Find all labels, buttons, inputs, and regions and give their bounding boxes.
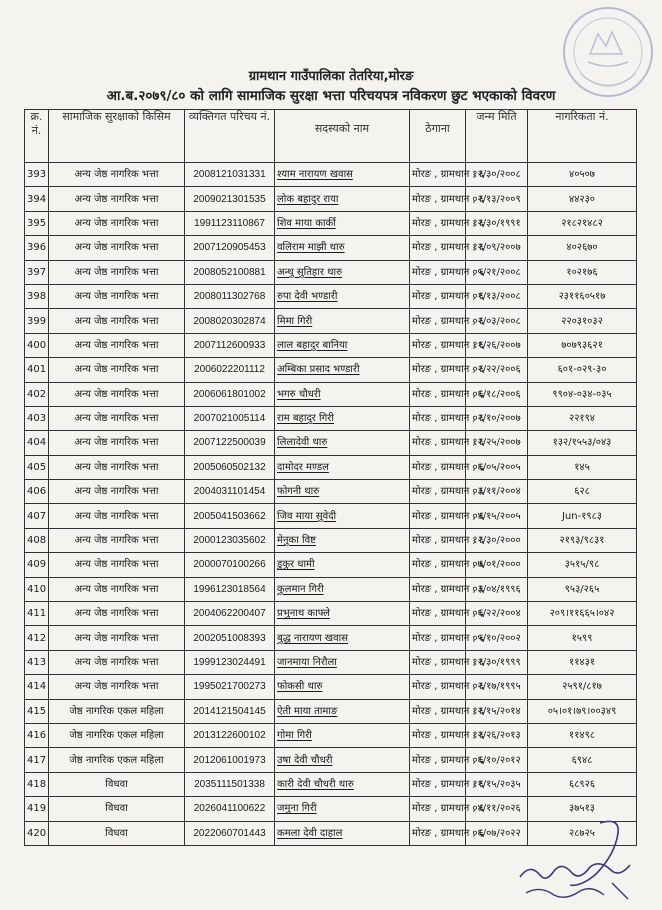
cell-address: मोरङ , ग्रामथान , ६	[410, 821, 466, 845]
cell-id: 2026041100622	[185, 797, 275, 821]
page-title: ग्रामथान गाउँपालिका तेतरिया,मोरङ	[248, 69, 414, 84]
table-row	[25, 772, 637, 796]
cell-id: 2007021005114	[185, 406, 275, 430]
column-header-id: व्यक्तिगत परिचय नं.	[185, 110, 275, 163]
cell-id: 2005060502132	[185, 455, 275, 479]
table-row	[25, 699, 637, 723]
page-subtitle: आ.ब.२०७९/८० को लागि सामाजिक सुरक्षा भत्ता परिचयपत्र नविकरण छुट भएकाको विवरण	[106, 88, 556, 104]
cell-sn: 408	[25, 528, 49, 552]
cell-id: 2022060701443	[185, 821, 275, 845]
cell-citizenship: २५९१/८१७	[528, 675, 637, 699]
cell-dob: ११/२६/२००७	[466, 333, 528, 357]
cell-id: 2000070100266	[185, 553, 275, 577]
cell-citizenship: १५९९	[528, 626, 637, 650]
cell-category: जेष्ठ नागरिक एकल महिला	[49, 748, 185, 772]
cell-name: बुद्ध नारायण खवास	[275, 626, 410, 650]
cell-sn: 400	[25, 333, 49, 357]
cell-id: 2035111501338	[185, 772, 275, 796]
cell-category: अन्य जेष्ठ नागरिक भत्ता	[49, 260, 185, 284]
cell-name: मेनुका विष्ट	[275, 528, 410, 552]
cell-dob: ०६/०७/२०२२	[466, 821, 528, 845]
cell-category: अन्य जेष्ठ नागरिक भत्ता	[49, 309, 185, 333]
cell-sn: 402	[25, 382, 49, 406]
cell-address: मोरङ , ग्रामथान , ६	[410, 284, 466, 308]
cell-dob: ०२/०३/२००८	[466, 309, 528, 333]
cell-sn: 406	[25, 480, 49, 504]
cell-sn: 397	[25, 260, 49, 284]
cell-dob: ०२/१३/२००९	[466, 187, 528, 211]
cell-name: श्याम नारायण खवास	[275, 163, 410, 187]
cell-address: मोरङ , ग्रामथान , ६	[410, 602, 466, 626]
cell-citizenship: २१८२१४८२	[528, 211, 637, 235]
cell-category: अन्य जेष्ठ नागरिक भत्ता	[49, 675, 185, 699]
cell-name: ऐती माया तामाङ	[275, 699, 410, 723]
table-row	[25, 236, 637, 260]
cell-address: मोरङ , ग्रामथान , ६	[410, 577, 466, 601]
cell-category: अन्य जेष्ठ नागरिक भत्ता	[49, 211, 185, 235]
cell-sn: 416	[25, 723, 49, 747]
cell-address: मोरङ , ग्रामथान , ६	[410, 260, 466, 284]
cell-name: गोमा गिरी	[275, 723, 410, 747]
cell-citizenship: ०५।०१।७९।००३४९	[528, 699, 637, 723]
cell-sn: 396	[25, 236, 49, 260]
cell-dob: ०६/०५/२००५	[466, 455, 528, 479]
table-row	[25, 260, 637, 284]
cell-category: अन्य जेष्ठ नागरिक भत्ता	[49, 163, 185, 187]
cell-name: लिलादेवी थारु	[275, 431, 410, 455]
cell-category: अन्य जेष्ठ नागरिक भत्ता	[49, 333, 185, 357]
cell-address: मोरङ , ग्रामथान , ६	[410, 211, 466, 235]
cell-id: 1996123018564	[185, 577, 275, 601]
cell-name: फोगनी थारु	[275, 480, 410, 504]
cell-category: अन्य जेष्ठ नागरिक भत्ता	[49, 528, 185, 552]
cell-sn: 393	[25, 163, 49, 187]
cell-citizenship: ९९०४-०३४-०३५	[528, 382, 637, 406]
cell-address: मोरङ , ग्रामथान , ६	[410, 650, 466, 674]
table-row	[25, 431, 637, 455]
cell-address: मोरङ , ग्रामथान , ६	[410, 528, 466, 552]
table-row	[25, 504, 637, 528]
cell-sn: 419	[25, 797, 49, 821]
table-row	[25, 455, 637, 479]
column-header-category: सामाजिक सुरक्षाको किसिम	[49, 110, 185, 163]
cell-dob: १२/२६/२०१३	[466, 723, 528, 747]
cell-name: फोकसी थारु	[275, 675, 410, 699]
table-header-row	[25, 110, 637, 163]
cell-name: अन्थु सुतिहार थारु	[275, 260, 410, 284]
cell-name: कमला देवी दाहाल	[275, 821, 410, 845]
table-row	[25, 723, 637, 747]
cell-citizenship: १४५	[528, 455, 637, 479]
cell-category: अन्य जेष्ठ नागरिक भत्ता	[49, 431, 185, 455]
cell-address: मोरङ , ग्रामथान , ६	[410, 333, 466, 357]
cell-address: मोरङ , ग्रामथान , ६	[410, 699, 466, 723]
cell-sn: 404	[25, 431, 49, 455]
cell-dob: ०४/१५/२००५	[466, 504, 528, 528]
cell-id: 2012061001973	[185, 748, 275, 772]
cell-id: 2008121031331	[185, 163, 275, 187]
cell-category: अन्य जेष्ठ नागरिक भत्ता	[49, 504, 185, 528]
cell-citizenship: २२१९४	[528, 406, 637, 430]
column-header-name: सदस्यको नाम	[275, 110, 410, 163]
cell-dob: ०६/१८/२००६	[466, 382, 528, 406]
table-row	[25, 211, 637, 235]
column-header-citizenship: नागरिकता नं.	[528, 110, 637, 163]
cell-address: मोरङ , ग्रामथान , ६	[410, 723, 466, 747]
cell-name: डुकुर धामी	[275, 553, 410, 577]
cell-sn: 418	[25, 772, 49, 796]
cell-citizenship: २८७२५	[528, 821, 637, 845]
cell-id: 2008052100881	[185, 260, 275, 284]
cell-address: मोरङ , ग्रामथान , ६	[410, 358, 466, 382]
cell-category: जेष्ठ नागरिक एकल महिला	[49, 723, 185, 747]
table-row	[25, 650, 637, 674]
cell-address: मोरङ , ग्रामथान , ६	[410, 797, 466, 821]
cell-dob: ०१/१३/२००८	[466, 284, 528, 308]
table-row	[25, 333, 637, 357]
cell-sn: 395	[25, 211, 49, 235]
cell-category: अन्य जेष्ठ नागरिक भत्ता	[49, 236, 185, 260]
cell-name: जिव माया सुवेदी	[275, 504, 410, 528]
cell-dob: ०३/०४/१९९६	[466, 577, 528, 601]
cell-dob: ११/१५/२०३५	[466, 772, 528, 796]
cell-id: 2006061801002	[185, 382, 275, 406]
cell-id: 2005041503662	[185, 504, 275, 528]
cell-name: जमुना गिरी	[275, 797, 410, 821]
cell-id: 1999123024491	[185, 650, 275, 674]
cell-name: रुपा देवी भण्डारी	[275, 284, 410, 308]
cell-id: 2007122500039	[185, 431, 275, 455]
cell-category: अन्य जेष्ठ नागरिक भत्ता	[49, 650, 185, 674]
cell-dob: ०६/१०/२०१२	[466, 748, 528, 772]
table-row	[25, 748, 637, 772]
cell-address: मोरङ , ग्रामथान , ६	[410, 553, 466, 577]
cell-citizenship: ४०५०७	[528, 163, 637, 187]
cell-citizenship: ११४३१	[528, 650, 637, 674]
cell-address: मोरङ , ग्रामथान , ६	[410, 504, 466, 528]
cell-address: मोरङ , ग्रामथान , ६	[410, 480, 466, 504]
cell-citizenship: २३११६०५१७	[528, 284, 637, 308]
table-row	[25, 382, 637, 406]
cell-dob: ०३/११/२००४	[466, 480, 528, 504]
cell-name: प्रभुनाथ काफ्ले	[275, 602, 410, 626]
cell-address: मोरङ , ग्रामथान , ६	[410, 187, 466, 211]
cell-sn: 413	[25, 650, 49, 674]
cell-dob: ०५/२१/२००८	[466, 260, 528, 284]
cell-citizenship: ७०७९३६२१	[528, 333, 637, 357]
table-row	[25, 358, 637, 382]
cell-citizenship: ४४२३०	[528, 187, 637, 211]
cell-category: अन्य जेष्ठ नागरिक भत्ता	[49, 358, 185, 382]
cell-dob: ०२/१७/१९९५	[466, 675, 528, 699]
cell-address: मोरङ , ग्रामथान , ६	[410, 406, 466, 430]
cell-id: 2004062200407	[185, 602, 275, 626]
cell-id: 2007120905453	[185, 236, 275, 260]
cell-address: मोरङ , ग्रामथान , ६	[410, 772, 466, 796]
cell-name: वलिराम माझी थारु	[275, 236, 410, 260]
cell-name: दामोदर मण्डल	[275, 455, 410, 479]
cell-address: मोरङ , ग्रामथान , ६	[410, 675, 466, 699]
cell-id: 2014121504145	[185, 699, 275, 723]
cell-dob: १२/३०/२००८	[466, 163, 528, 187]
cell-dob: ०२/२२/२००६	[466, 358, 528, 382]
cell-dob: ०२/१०/२००७	[466, 406, 528, 430]
table-row	[25, 528, 637, 552]
cell-category: जेष्ठ नागरिक एकल महिला	[49, 699, 185, 723]
cell-dob: १२/३०/१९९९	[466, 650, 528, 674]
cell-sn: 409	[25, 553, 49, 577]
table-row	[25, 309, 637, 333]
cell-citizenship: ११४९८	[528, 723, 637, 747]
cell-dob: १२/३०/१९९१	[466, 211, 528, 235]
cell-category: अन्य जेष्ठ नागरिक भत्ता	[49, 382, 185, 406]
cell-address: मोरङ , ग्रामथान , ६	[410, 748, 466, 772]
table-row	[25, 675, 637, 699]
cell-address: मोरङ , ग्रामथान , ६	[410, 455, 466, 479]
cell-category: विधवा	[49, 772, 185, 796]
cell-dob: १२/०९/२००७	[466, 236, 528, 260]
cell-category: विधवा	[49, 821, 185, 845]
table-row	[25, 163, 637, 187]
handwritten-signature	[500, 815, 650, 905]
table-row	[25, 406, 637, 430]
cell-sn: 401	[25, 358, 49, 382]
cell-address: मोरङ , ग्रामथान , ६	[410, 626, 466, 650]
cell-citizenship: ४०२६७०	[528, 236, 637, 260]
table-row	[25, 577, 637, 601]
cell-name: अम्बिका प्रसाद भण्डारी	[275, 358, 410, 382]
cell-id: 2002051008393	[185, 626, 275, 650]
cell-id: 1995021700273	[185, 675, 275, 699]
cell-address: मोरङ , ग्रामथान , ६	[410, 163, 466, 187]
cell-category: अन्य जेष्ठ नागरिक भत्ता	[49, 553, 185, 577]
cell-citizenship: Jun-१९८३	[528, 504, 637, 528]
cell-citizenship: १०२१७६	[528, 260, 637, 284]
cell-category: अन्य जेष्ठ नागरिक भत्ता	[49, 455, 185, 479]
cell-id: 1991123110867	[185, 211, 275, 235]
cell-address: मोरङ , ग्रामथान , ६	[410, 431, 466, 455]
cell-sn: 399	[25, 309, 49, 333]
cell-sn: 417	[25, 748, 49, 772]
table-row	[25, 553, 637, 577]
cell-citizenship: २२०३१०३२	[528, 309, 637, 333]
cell-name: लोक बहादुर राया	[275, 187, 410, 211]
table-row	[25, 480, 637, 504]
cell-category: अन्य जेष्ठ नागरिक भत्ता	[49, 626, 185, 650]
table-body	[25, 163, 637, 846]
cell-sn: 411	[25, 602, 49, 626]
cell-address: मोरङ , ग्रामथान , ६	[410, 382, 466, 406]
cell-id: 2006022201112	[185, 358, 275, 382]
cell-name: कारी देवी चौधरी थारु	[275, 772, 410, 796]
cell-citizenship: ६२८	[528, 480, 637, 504]
cell-name: मिमा गिरी	[275, 309, 410, 333]
cell-dob: ०४/११/२०२६	[466, 797, 528, 821]
cell-name: भगरु चौधरी	[275, 382, 410, 406]
cell-category: अन्य जेष्ठ नागरिक भत्ता	[49, 284, 185, 308]
cell-citizenship: २०९।११६६५।०४२	[528, 602, 637, 626]
table-row	[25, 602, 637, 626]
cell-category: अन्य जेष्ठ नागरिक भत्ता	[49, 187, 185, 211]
cell-dob: ०६/२२/२००४	[466, 602, 528, 626]
cell-sn: 394	[25, 187, 49, 211]
cell-name: जानमाया निरौला	[275, 650, 410, 674]
column-header-sn: क्र. नं.	[25, 110, 49, 163]
cell-sn: 398	[25, 284, 49, 308]
cell-name: राम बहादुर गिरी	[275, 406, 410, 430]
cell-category: अन्य जेष्ठ नागरिक भत्ता	[49, 577, 185, 601]
table-row	[25, 626, 637, 650]
cell-dob: १२/१५/२०१४	[466, 699, 528, 723]
table-row	[25, 284, 637, 308]
cell-category: अन्य जेष्ठ नागरिक भत्ता	[49, 602, 185, 626]
column-header-dob: जन्म मिति	[466, 110, 528, 163]
table-row	[25, 187, 637, 211]
cell-id: 2004031101454	[185, 480, 275, 504]
cell-name: लाल बहादुर बानिया	[275, 333, 410, 357]
cell-id: 2008020302874	[185, 309, 275, 333]
cell-id: 2007112600933	[185, 333, 275, 357]
cell-sn: 410	[25, 577, 49, 601]
cell-sn: 415	[25, 699, 49, 723]
cell-sn: 412	[25, 626, 49, 650]
cell-category: विधवा	[49, 797, 185, 821]
cell-sn: 407	[25, 504, 49, 528]
cell-id: 2000123035602	[185, 528, 275, 552]
cell-sn: 414	[25, 675, 49, 699]
column-header-address: ठेगाना	[410, 110, 466, 163]
cell-dob: १२/२५/२००७	[466, 431, 528, 455]
beneficiary-table	[24, 109, 637, 846]
cell-address: मोरङ , ग्रामथान , ६	[410, 236, 466, 260]
cell-citizenship: ६८९२६	[528, 772, 637, 796]
cell-id: 2009021301535	[185, 187, 275, 211]
cell-name: शिव माया कार्की	[275, 211, 410, 235]
cell-sn: 405	[25, 455, 49, 479]
cell-dob: ०७/०१/२०००	[466, 553, 528, 577]
cell-citizenship: ६९४८	[528, 748, 637, 772]
cell-citizenship: ६०१-०२९-३०	[528, 358, 637, 382]
cell-citizenship: २१९३/९८३१	[528, 528, 637, 552]
cell-dob: ०५/१०/२००२	[466, 626, 528, 650]
cell-address: मोरङ , ग्रामथान , ६	[410, 309, 466, 333]
cell-name: कुलमान गिरी	[275, 577, 410, 601]
cell-sn: 420	[25, 821, 49, 845]
cell-citizenship: ३५१५/९८	[528, 553, 637, 577]
cell-sn: 403	[25, 406, 49, 430]
cell-id: 2008011302768	[185, 284, 275, 308]
cell-category: अन्य जेष्ठ नागरिक भत्ता	[49, 406, 185, 430]
cell-category: अन्य जेष्ठ नागरिक भत्ता	[49, 480, 185, 504]
cell-citizenship: ९५३/२६५	[528, 577, 637, 601]
cell-citizenship: १३२/१५५३/०४३	[528, 431, 637, 455]
cell-citizenship: ३७५१३	[528, 797, 637, 821]
cell-id: 2013122600102	[185, 723, 275, 747]
cell-name: उषा देवी चौधरी	[275, 748, 410, 772]
cell-dob: १२/३०/२०००	[466, 528, 528, 552]
